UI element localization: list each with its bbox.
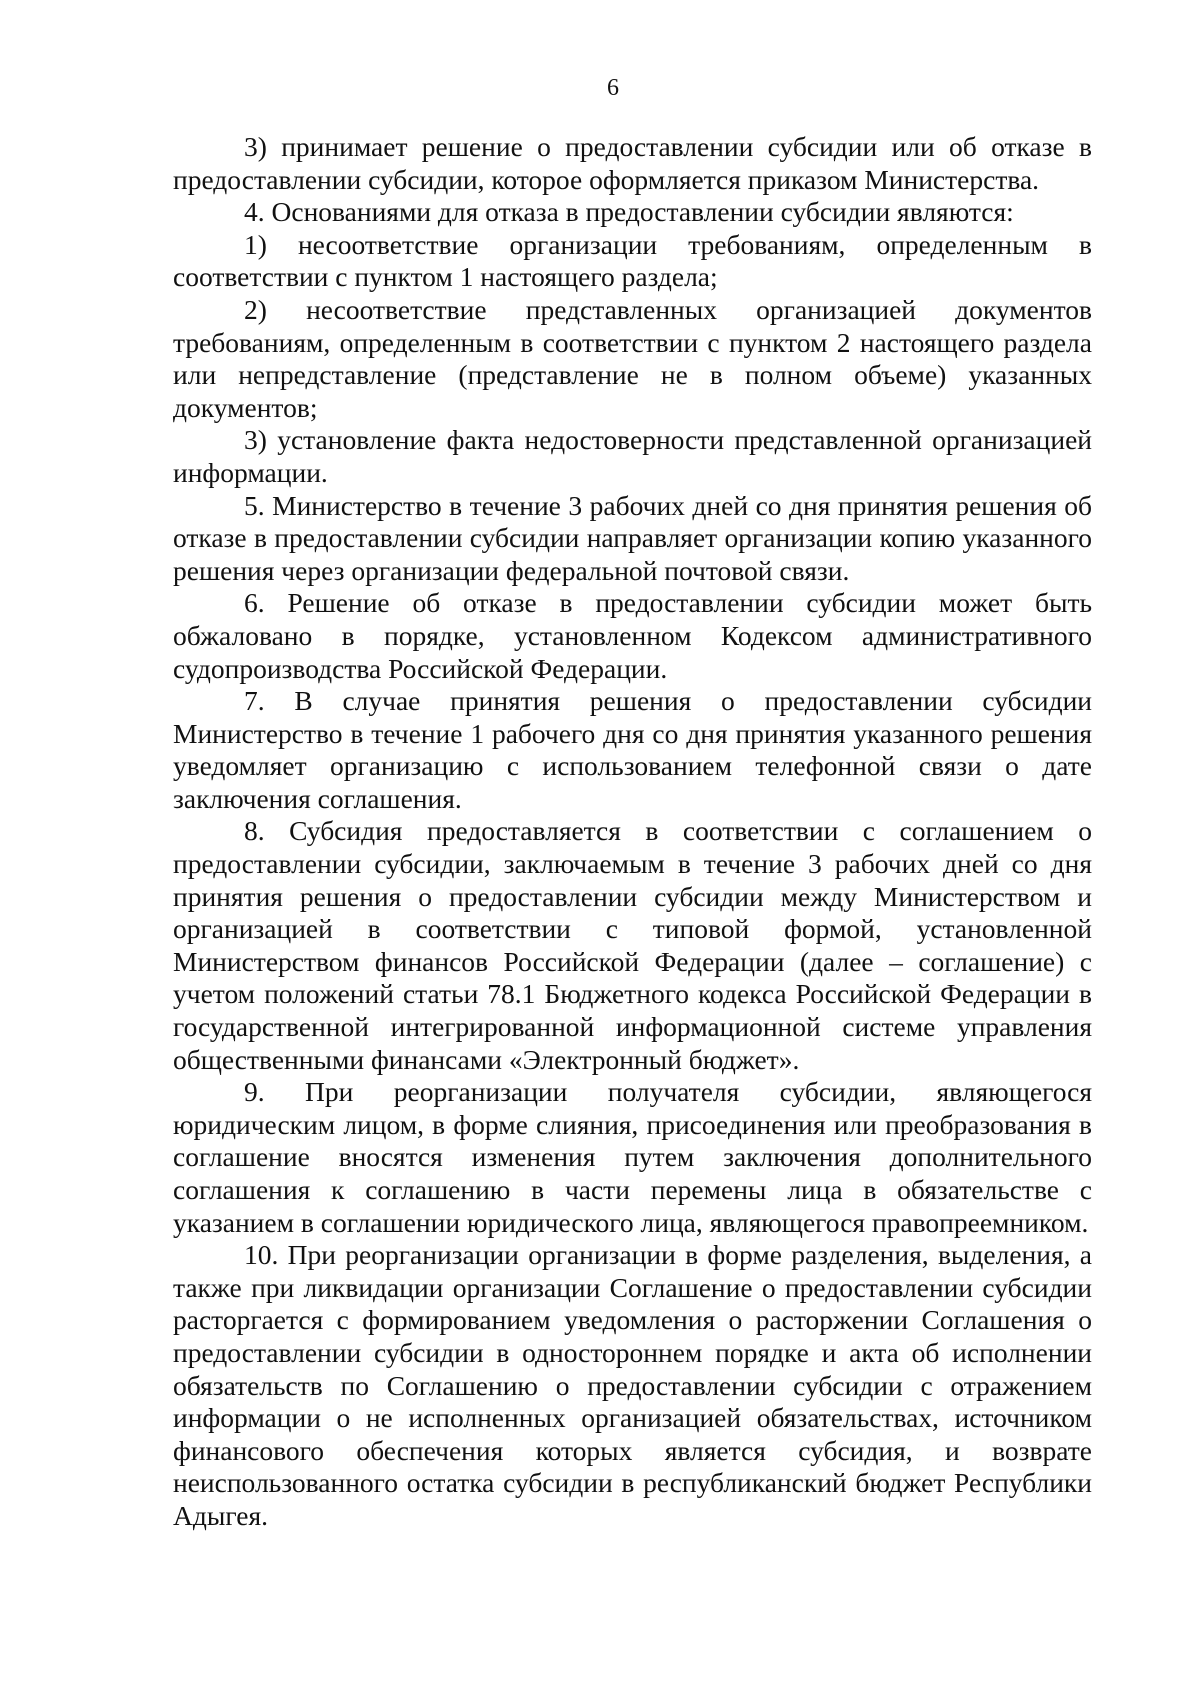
- document-body: [173, 131, 1092, 1533]
- paragraph-7: 7. В случае принятия решения о предоставлении субсидии Министерство в течение 1 рабочего дня со дня принятия указанного решения уведомляет организацию с использованием телефонной связи о дате заключения соглашения.: [173, 685, 1092, 814]
- paragraph-4-refusal-grounds: 4. Основаниями для отказа в предоставлении субсидии являются:: [244, 196, 1014, 228]
- paragraph-9: 9. При реорганизации получателя субсидии, являющегося юридическим лицом, в форме слияния, присоединения или преобразования в соглашение вносятся изменения путем заключения дополнительного соглашения к соглашению в части перемены лица в обязательстве с указанием в соглашении юридического лица, являющегося правопреемником.: [173, 1076, 1092, 1238]
- paragraph-4-item-2: 2) несоответствие представленных организацией документов требованиям, определенным в соответствии с пунктом 2 настоящего раздела или непредставление (представление не в полном объеме) указанных документов;: [173, 293, 1092, 423]
- page-number: 6: [607, 75, 619, 101]
- paragraph-4-item-3: 3) установление факта недостоверности представленной организацией информации.: [173, 424, 1092, 488]
- paragraph-6: 6. Решение об отказе в предоставлении субсидии может быть обжаловано в порядке, установленном Кодексом административного судопроизводства Российской Федерации.: [173, 587, 1092, 684]
- paragraph-10: 10. При реорганизации организации в форме разделения, выделения, а также при ликвидации организации Соглашение о предоставлении субсидии расторгается с формированием уведомления о расторжении Соглашения о предоставлении субсидии в одностороннем порядке и акта об исполнении обязательств по Соглашению о предоставлении субсидии с отражением информации о не исполненных организацией обязательствах, источником финансового обеспечения которых является субсидия, и возврате неиспользованного остатка субсидии в республиканский бюджет Республики Адыгея.: [173, 1239, 1092, 1531]
- paragraph-5: 5. Министерство в течение 3 рабочих дней со дня принятия решения об отказе в предоставлении субсидии направляет организации копию указанного решения через организации федеральной почтовой связи.: [173, 489, 1092, 586]
- paragraph-3-decision: 3) принимает решение о предоставлении субсидии или об отказе в предоставлении субсидии, которое оформляется приказом Министерства.: [173, 131, 1092, 195]
- paragraph-4-item-1: 1) несоответствие организации требованиям, определенным в соответствии с пунктом 1 настоящего раздела;: [173, 228, 1092, 293]
- paragraph-8: 8. Субсидия предоставляется в соответствии с соглашением о предоставлении субсидии, заключаемым в течение 3 рабочих дней со дня принятия решения о предоставлении субсидии между Министерством и организацией в соответствии с типовой формой, установленной Министерством финансов Российской Федерации (далее – соглашение) с учетом положений статьи 78.1 Бюджетного кодекса Российской Федерации в государственной интегрированной информационной системе управления общественными финансами «Электронный бюджет».: [173, 815, 1092, 1075]
